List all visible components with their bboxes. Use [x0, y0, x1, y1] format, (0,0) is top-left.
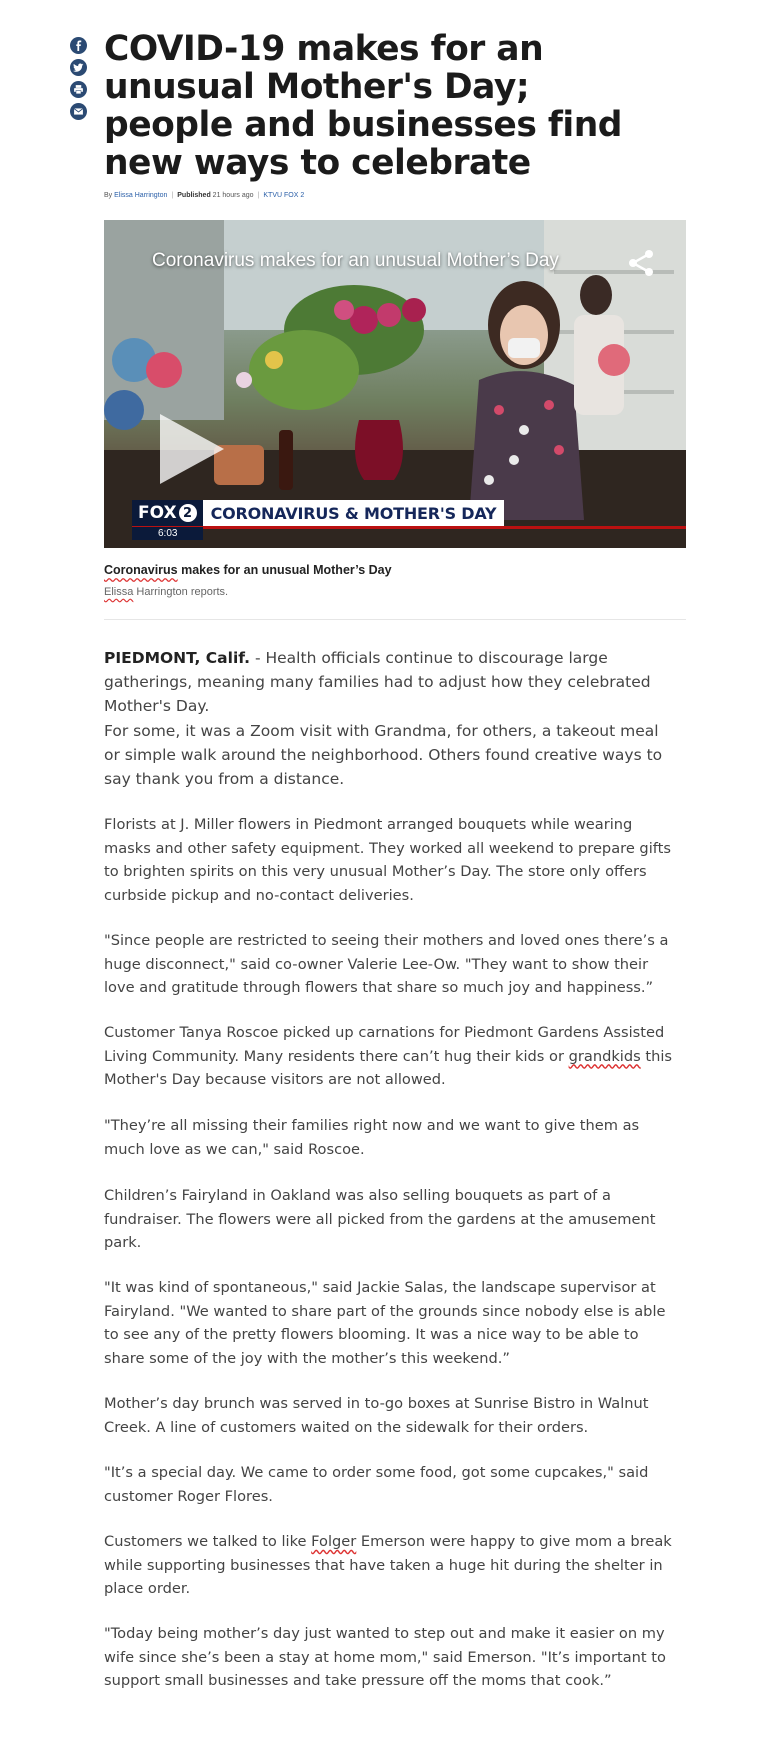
video-title: Coronavirus makes for an unusual Mother’s Day — [152, 250, 559, 271]
video-player[interactable] — [104, 220, 686, 548]
lower-third-accent — [132, 526, 686, 529]
paragraph-11-end: Emerson were happy to give mom a break while supporting businesses that have taken a huge hit during the shelter in place order. — [104, 1533, 672, 1597]
byline-separator: | — [171, 192, 174, 199]
divider — [104, 619, 686, 620]
dateline: PIEDMONT, Calif. — [104, 649, 251, 667]
fox2-logo-number: 2 — [179, 504, 197, 522]
play-icon[interactable] — [148, 408, 230, 490]
paragraph-11-word: Folger — [311, 1533, 357, 1550]
paragraph-5 — [104, 1021, 679, 1092]
fox2-logo — [132, 500, 203, 526]
caption-title-first-word: Coronavirus — [104, 563, 178, 577]
paragraph-11-start: Customers we talked to like — [104, 1533, 312, 1550]
published-time: 21 hours ago — [212, 192, 254, 199]
caption-sub-first-word: Elissa — [104, 586, 134, 598]
paragraph-11 — [104, 1530, 679, 1601]
byline-by-label: By — [104, 192, 113, 199]
paragraph-5-start: Customer Tanya Roscoe picked up carnations for Piedmont Gardens Assisted Living Community. Many residents there can’t hug their kids or — [104, 1024, 665, 1065]
email-icon[interactable] — [70, 103, 87, 120]
facebook-icon[interactable] — [70, 37, 87, 54]
source-link[interactable]: KTVU FOX 2 — [263, 192, 305, 199]
paragraph-4: "Since people are restricted to seeing their mothers and loved ones there’s a huge disconnect," said co-owner Valerie Lee-Ow. "They want to show their love and gratitude through flowers that share so much joy and happiness.” — [104, 932, 669, 996]
paragraph-7: Children’s Fairyland in Oakland was also selling bouquets as part of a fundraiser. The flowers were all picked from the gardens at the amusement park. — [104, 1187, 656, 1251]
paragraph-6: "They’re all missing their families right now and we want to give them as much love as we can," said Roscoe. — [104, 1117, 640, 1158]
byline — [104, 192, 304, 199]
paragraph-10: "It’s a special day. We came to order some food, got some cupcakes," said customer Roger Flores. — [104, 1464, 649, 1505]
paragraph-8: "It was kind of spontaneous," said Jackie Salas, the landscape supervisor at Fairyland. "We wanted to share part of the grounds since nobody else is able to see any of the pretty flowers blooming. It was a nice way to be able to share some of the joy with the mother’s this weekend.” — [104, 1279, 666, 1367]
lower-third-banner: CORONAVIRUS & MOTHER'S DAY — [203, 500, 505, 526]
video-duration: 6:03 — [132, 527, 203, 540]
paragraph-2: For some, it was a Zoom visit with Grandma, for others, a takeout meal or simple walk around the neighborhood. Others found creative ways to say thank you from a distance. — [104, 722, 663, 788]
share-rail — [70, 37, 88, 125]
paragraph-5-end: this Mother's Day because visitors are not allowed. — [104, 1047, 672, 1088]
paragraph-1-text: - Health officials continue to discourage large gatherings, meaning many families had to adjust how they celebrated Mother's Day. — [104, 649, 651, 715]
video-caption-title — [104, 563, 392, 577]
twitter-icon[interactable] — [70, 59, 87, 76]
print-icon[interactable] — [70, 81, 87, 98]
caption-title-rest: makes for an unusual Mother’s Day — [177, 563, 392, 577]
paragraph-9: Mother’s day brunch was served in to-go boxes at Sunrise Bistro in Walnut Creek. A line of customers waited on the sidewalk for their orders. — [104, 1395, 649, 1436]
byline-author-link[interactable]: Elissa Harrington — [114, 192, 168, 199]
article-headline: COVID-19 makes for an unusual Mother's Day; people and businesses find new ways to celebrate — [104, 29, 622, 183]
fox2-logo-text: FOX — [138, 503, 177, 523]
paragraph-1 — [104, 646, 679, 718]
paragraph-3: Florists at J. Miller flowers in Piedmont arranged bouquets while wearing masks and other safety equipment. They worked all weekend to prepare gifts to brighten spirits on this very unusual Mother’s Day. The store only offers curbside pickup and no-contact deliveries. — [104, 816, 671, 904]
caption-sub-rest: Harrington reports. — [133, 586, 229, 598]
paragraph-5-word: grandkids — [568, 1047, 641, 1065]
share-icon[interactable] — [626, 248, 656, 278]
byline-separator: | — [257, 192, 260, 199]
paragraph-12: "Today being mother’s day just wanted to step out and make it easier on my wife since she’s been a stay at home mom," said Emerson. "It’s important to support small businesses and take pressure off the moms that cook.” — [104, 1625, 666, 1689]
video-caption-subtitle — [104, 586, 228, 598]
lower-third — [132, 500, 504, 526]
published-label: Published — [177, 192, 211, 199]
